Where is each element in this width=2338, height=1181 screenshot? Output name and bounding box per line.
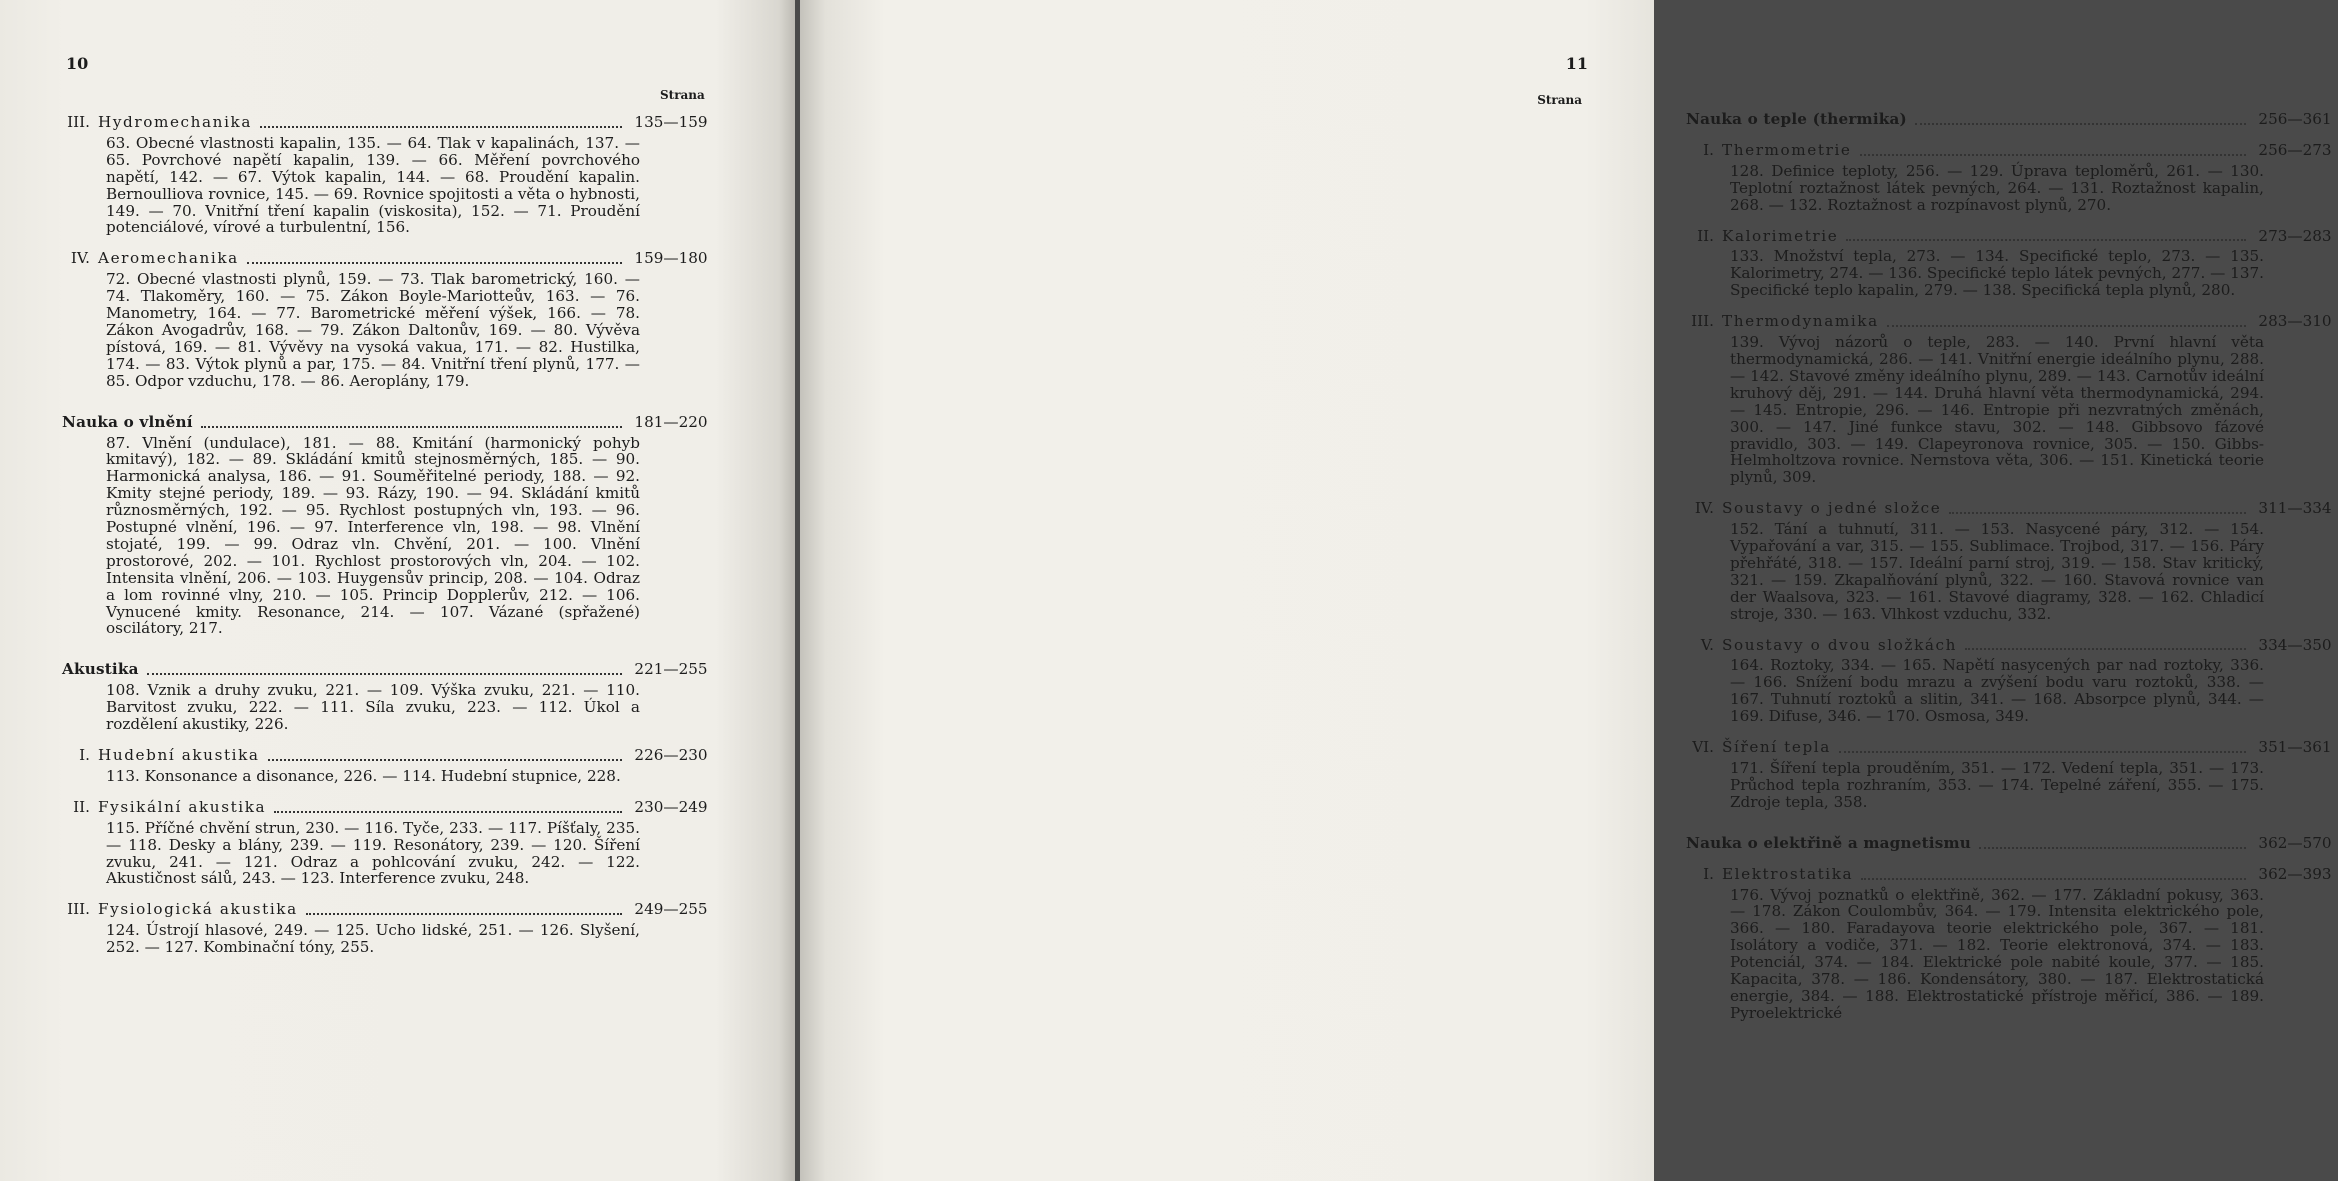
section-list: 133. Množství tepla, 273. — 134. Specifické teplo, 273. — 135. Kalorimetry, 274. — 136. Specifické teplo látek pevných, 277. — 137. Specifické teplo kapalin, 279. — 138. Specifická tepla plynů, 280.: [1730, 247, 2264, 300]
right-page: [800, 0, 2332, 1181]
dot-leader: [1979, 846, 2246, 849]
chapter-title: Fysikální akustika: [98, 797, 267, 816]
page-range: 351—361: [2258, 738, 2332, 757]
toc-chapter-heading: [62, 747, 714, 764]
toc-chapter-heading: [1686, 500, 2338, 517]
toc-chapter-heading: [1686, 228, 2338, 245]
dot-leader: [1887, 324, 2246, 327]
dot-leader: [247, 261, 622, 264]
toc-part-heading: [1686, 835, 2338, 852]
chapter-number: IV.: [70, 249, 90, 268]
page-range: 362—570: [2258, 833, 2332, 852]
dot-leader: [1839, 750, 2246, 753]
section-list: 128. Definice teploty, 256. — 129. Úprava teploměrů, 261. — 130. Teplotní roztažnost látek pevných, 264. — 131. Roztažnost kapalin, 268. — 132. Roztažnost a rozpínavost plynů, 270.: [1730, 161, 2264, 214]
chapter-number: I.: [1703, 864, 1714, 883]
chapter-number: IV.: [1694, 499, 1714, 518]
chapter-number: I.: [1703, 140, 1714, 159]
section-list: 63. Obecné vlastnosti kapalin, 135. — 64. Tlak v kapalinách, 137. — 65. Povrchové napětí kapalin, 139. — 66. Měření povrchového napětí, 142. — 67. Výtok kapalin, 144. — 68. Proudění kapalin. Bernoulliova rovnice, 145. — 69. Rovnice spojitosti a věta o hybnosti, 149. — 70. Vnitřní tření kapalin (viskosita), 152. — 71. Proudění potenciálové, vírové a turbulentní, 156.: [106, 133, 640, 237]
strana-header: Strana: [660, 88, 705, 102]
dot-leader: [1860, 153, 2246, 156]
dot-leader: [147, 672, 622, 675]
page-range: 362—393: [2258, 864, 2332, 883]
dot-leader: [1861, 877, 2246, 880]
chapter-title: Kalorimetrie: [1722, 226, 1839, 245]
chapter-number: II.: [1697, 226, 1714, 245]
dot-leader: [201, 425, 622, 428]
chapter-title: Hydromechanika: [98, 113, 252, 131]
toc-chapter-heading: [62, 799, 714, 816]
page-range: 230—249: [634, 797, 708, 816]
toc-list: [62, 114, 714, 956]
page-range: 273—283: [2258, 226, 2332, 245]
page-number: 10: [66, 54, 89, 73]
chapter-title: Nauka o vlnění: [62, 412, 193, 431]
section-list: 171. Šíření tepla prouděním, 351. — 172. Vedení tepla, 351. — 173. Průchod tepla rozhraním, 353. — 174. Tepelné záření, 355. — 175. Zdroje tepla, 358.: [1730, 759, 2264, 811]
dot-leader: [306, 912, 622, 915]
section-list: 124. Ústrojí hlasové, 249. — 125. Ucho lidské, 251. — 126. Slyšení, 252. — 127. Kombinační tóny, 255.: [106, 921, 640, 957]
chapter-title: Šíření tepla: [1722, 738, 1831, 757]
section-list: 72. Obecné vlastnosti plynů, 159. — 73. Tlak barometrický, 160. — 74. Tlakoměry, 160. — 75. Zákon Boyle-Mariotteův, 163. — 76. Manometry, 164. — 77. Barometrické měření výšek, 166. — 78. Zákon Avogadrův, 168. — 79. Zákon Daltonův, 169. — 80. Vývěva pístová, 169. — 81. Vývěvy na vysoká vakua, 171. — 82. Hustilka, 174. — 83. Výtok plynů a par, 175. — 84. Vnitřní tření plynů, 177. — 85. Odpor vzduchu, 178. — 86. Aeroplány, 179.: [106, 270, 640, 390]
page-range: 311—334: [2258, 499, 2332, 518]
chapter-number: III.: [1691, 312, 1714, 331]
toc-chapter-heading: [1686, 313, 2338, 330]
dot-leader: [1846, 238, 2246, 241]
toc-chapter-heading: [1686, 739, 2338, 756]
section-list: 108. Vznik a druhy zvuku, 221. — 109. Výška zvuku, 221. — 110. Barvitost zvuku, 222. — 111. Síla zvuku, 223. — 112. Úkol a rozdělení akustiky, 226.: [106, 681, 640, 734]
chapter-number: III.: [67, 900, 90, 919]
toc-chapter-heading: [1686, 866, 2338, 883]
section-list: 87. Vlnění (undulace), 181. — 88. Kmitání (harmonický pohyb kmitavý), 182. — 89. Skládání kmitů stejnosměrných, 185. — 90. Harmonická analysa, 186. — 91. Souměřitelné periody, 188. — 92. Kmity stejné periody, 189. — 93. Rázy, 190. — 94. Skládání kmitů různosměrných, 192. — 95. Rychlost postupných vln, 193. — 96. Postupné vlnění, 196. — 97. Interference vln, 198. — 98. Vlnění stojaté, 199. — 99. Odraz vln. Chvění, 201. — 100. Vlnění prostorové, 202. — 101. Rychlost prostorových vln, 204. — 102. Intensita vlnění, 206. — 103. Huygensův princip, 208. — 104. Odraz a lom rovinné vlny, 210. — 105. Princip Dopplerův, 212. — 106. Vynucené kmity. Resonance, 214. — 107. Vázané (spřažené) oscilátory, 217.: [106, 433, 640, 638]
page-range: 249—255: [634, 900, 708, 919]
chapter-number: VI.: [1692, 738, 1714, 757]
dot-leader: [260, 125, 622, 128]
strana-header: Strana: [1537, 93, 1582, 107]
section-list: 152. Tání a tuhnutí, 311. — 153. Nasycené páry, 312. — 154. Vypařování a var, 315. — 155. Sublimace. Trojbod, 317. — 156. Páry přehřáté, 318. — 157. Ideální parní stroj, 319. — 158. Stav kritický, 321. — 159. Zkapalňování plynů, 322. — 160. Stavová rovnice van der Waalsova, 323. — 161. Stavové diagramy, 328. — 162. Chladicí stroje, 330. — 163. Vlhkost vzduchu, 332.: [1730, 520, 2264, 623]
page-range: 256—361: [2258, 110, 2332, 128]
page-range: 135—159: [634, 113, 708, 131]
toc-chapter-heading: [62, 250, 714, 267]
toc-chapter-heading: [62, 901, 714, 918]
page-range: 159—180: [634, 249, 708, 268]
chapter-number: I.: [79, 746, 90, 764]
chapter-title: Fysiologická akustika: [98, 900, 298, 919]
toc-part-heading: [62, 661, 714, 678]
page-number: 11: [1565, 54, 1588, 73]
chapter-title: Thermometrie: [1722, 140, 1852, 159]
chapter-title: Thermodynamika: [1722, 312, 1879, 331]
toc-chapter-heading: [1686, 142, 2338, 159]
page-range: 221—255: [634, 660, 708, 679]
chapter-title: Soustavy o dvou složkách: [1722, 635, 1958, 654]
chapter-number: II.: [73, 797, 90, 816]
chapter-number: III.: [67, 113, 90, 131]
page-range: 181—220: [634, 412, 708, 431]
page-range: 226—230: [634, 746, 708, 764]
chapter-title: Akustika: [62, 660, 139, 679]
chapter-number: V.: [1700, 635, 1714, 654]
toc-part-heading: [62, 414, 714, 431]
chapter-title: Nauka o teple (thermika): [1686, 110, 1907, 128]
page-range: 283—310: [2258, 312, 2332, 331]
dot-leader: [1965, 647, 2246, 650]
page-range: 334—350: [2258, 635, 2332, 654]
section-list: 176. Vývoj poznatků o elektřině, 362. — 177. Základní pokusy, 363. — 178. Zákon Coulombův, 364. — 179. Intensita elektrického pole, 366. — 180. Faradayova teorie elektrického pole, 367. — 181. Isolátory a vodiče, 371. — 182. Teorie elektronová, 374. — 183. Potenciál, 374. — 184. Elektrické pole nabité koule, 377. — 185. Kapacita, 378. — 186. Kondensátory, 380. — 187. Elektrostatická energie, 384. — 188. Elektrostatické přístroje měřicí, 386. — 189. Pyroelektrické: [1730, 885, 2264, 1022]
toc-chapter-heading: [1686, 637, 2338, 654]
chapter-title: Nauka o elektřině a magnetismu: [1686, 833, 1972, 852]
page-range: 256—273: [2258, 140, 2332, 159]
section-list: 164. Roztoky, 334. — 165. Napětí nasycených par nad roztoky, 336. — 166. Snížení bodu mrazu a zvýšení bodu varu roztoků, 338. — 167. Tuhnutí roztoků a slitin, 341. — 168. Absorpce plynů, 344. — 169. Difuse, 346. — 170. Osmosa, 349.: [1730, 656, 2264, 726]
dot-leader: [268, 758, 622, 761]
toc-list: [1686, 111, 2338, 1022]
chapter-title: Hudební akustika: [98, 746, 260, 764]
dot-leader: [1949, 511, 2246, 514]
section-list: 113. Konsonance a disonance, 226. — 114. Hudební stupnice, 228.: [106, 766, 621, 785]
chapter-title: Elektrostatika: [1722, 864, 1854, 883]
dot-leader: [1915, 122, 2246, 125]
chapter-title: Aeromechanika: [98, 249, 239, 268]
section-list: 115. Příčné chvění strun, 230. — 116. Tyče, 233. — 117. Píšťaly, 235. — 118. Desky a blány, 239. — 119. Resonátory, 239. — 120. Šíření zvuku, 241. — 121. Odraz a pohlcování zvuku, 242. — 122. Akustičnost sálů, 243. — 123. Interference zvuku, 248.: [106, 818, 640, 888]
chapter-title: Soustavy o jedné složce: [1722, 499, 1942, 518]
left-page: [0, 0, 795, 1181]
toc-chapter-heading: [62, 114, 714, 131]
toc-part-heading: [1686, 111, 2338, 128]
dot-leader: [274, 810, 622, 813]
section-list: 139. Vývoj názorů o teple, 283. — 140. První hlavní věta thermodynamická, 286. — 141. Vnitřní energie ideálního plynu, 288. — 142. Stavové změny ideálního plynu, 289. — 143. Carnotův ideální kruhový děj, 291. — 144. Druhá hlavní věta thermodynamická, 294. — 145. Entropie, 296. — 146. Entropie při nezvratných změnách, 300. — 147. Jiné funkce stavu, 302. — 148. Gibbsovo fázové pravidlo, 303. — 149. Clapeyronova rovnice, 305. — 150. Gibbs-Helmholtzova rovnice. Nernstova věta, 306. — 151. Kinetická teorie plynů, 309.: [1730, 333, 2264, 487]
